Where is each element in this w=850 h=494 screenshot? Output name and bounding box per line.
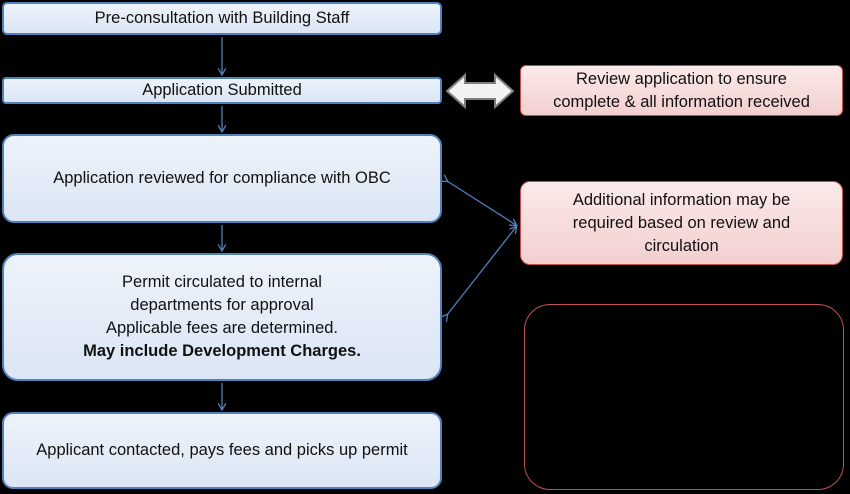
connector-review-to-additional xyxy=(447,181,516,225)
double-arrow-icon xyxy=(447,75,513,107)
note-review-line-2: complete & all information received xyxy=(553,92,810,111)
permit-line-4: May include Development Charges. xyxy=(83,342,361,360)
permit-line-2: departments for approval xyxy=(130,296,314,314)
permit-line-1: Permit circulated to internal xyxy=(122,273,322,291)
step-pre-consultation-label: Pre-consultation with Building Staff xyxy=(94,9,350,27)
step-application-submitted-label: Application Submitted xyxy=(142,81,302,99)
permit-line-3: Applicable fees are determined. xyxy=(105,319,339,337)
step-review-compliance-label: Application reviewed for compliance with OBC xyxy=(53,169,391,187)
connector-circulated-to-additional xyxy=(447,227,516,315)
note-additional-line-1: Additional information may be xyxy=(572,190,791,209)
note-review-line-1: Review application to ensure xyxy=(576,69,787,88)
note-additional-line-2: required based on review and xyxy=(572,213,791,232)
step-applicant-contacted-label: Applicant contacted, pays fees and picks up permit xyxy=(36,441,408,459)
note-additional-line-3: circulation xyxy=(644,236,719,255)
